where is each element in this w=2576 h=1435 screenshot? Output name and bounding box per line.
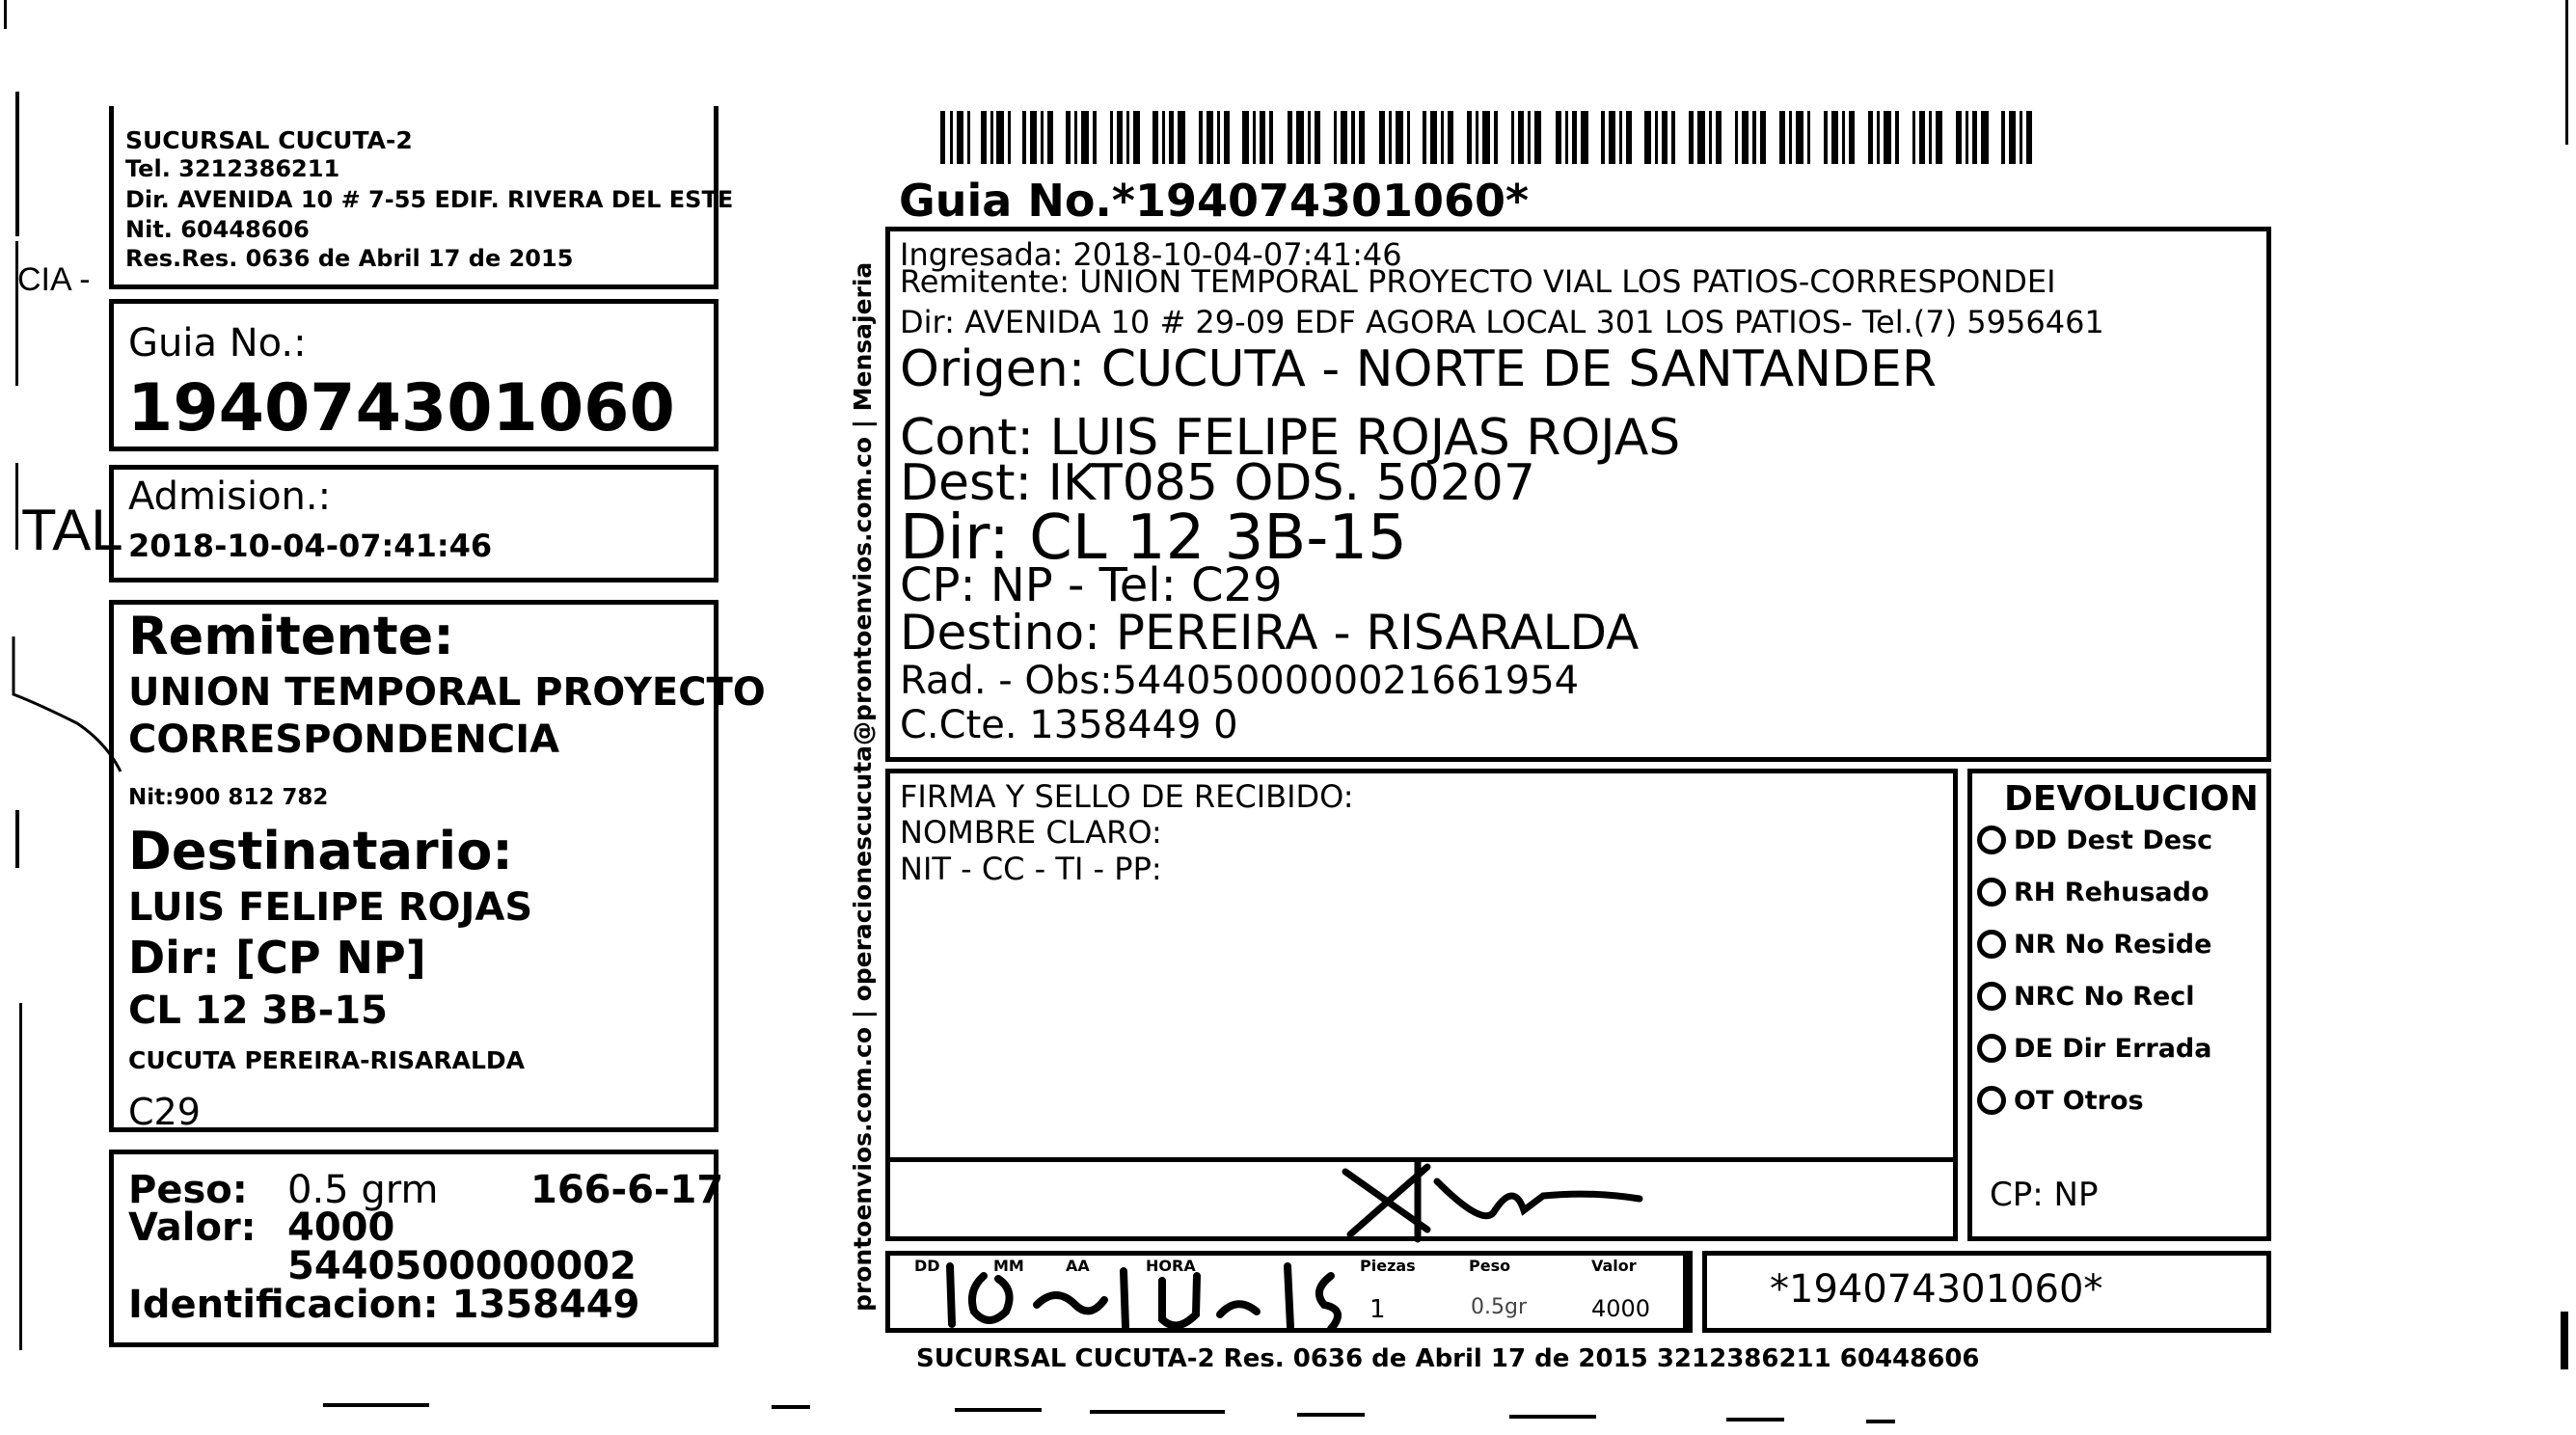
destination-code-line: Dest: IKT085 ODS. 50207 (900, 454, 1535, 512)
sender-nit: Nit:900 812 782 (128, 785, 329, 810)
guide-header: Guia No.*194074301060* (899, 175, 1530, 227)
pen-mark (0, 627, 135, 781)
recipient-code: C29 (128, 1091, 201, 1133)
handwritten-date (931, 1252, 1394, 1334)
branch-tel: Tel. 3212386211 (125, 155, 340, 182)
scan-dash (323, 1403, 429, 1407)
recipient-city: CUCUTA PEREIRA-RISARALDA (128, 1046, 525, 1074)
date-header-peso: Peso (1469, 1257, 1511, 1275)
radio-circle-icon[interactable] (1977, 1086, 2006, 1115)
scan-edge-line (2561, 1312, 2568, 1369)
return-option-label: NR No Reside (2014, 930, 2212, 960)
side-strip-text: prontoenvios.com.co | operacionescucuta@prontoenvios.com.co | Mensajeria (849, 261, 877, 1312)
origin-line: Origen: CUCUTA - NORTE DE SANTANDER (900, 340, 1938, 398)
barcode-number: *194074301060* (1770, 1267, 2103, 1312)
receipt-name-label: NOMBRE CLARO: (900, 814, 1162, 851)
date-header-dd: DD (914, 1257, 940, 1275)
value-small-value: 4000 (1591, 1295, 1651, 1322)
return-cp: CP: NP (1990, 1176, 2099, 1214)
pieces-value: 1 (1369, 1295, 1386, 1324)
date-header-hora: HORA (1146, 1257, 1196, 1275)
cp-tel-line: CP: NP - Tel: C29 (900, 558, 1283, 612)
scan-dash (1726, 1418, 1784, 1421)
return-option-label: DE Dir Errada (2014, 1034, 2212, 1064)
scan-dash (955, 1408, 1042, 1412)
radio-circle-icon[interactable] (1977, 1034, 2006, 1063)
guide-number: 194074301060 (127, 370, 675, 447)
value-label: Valor: (128, 1205, 257, 1250)
ingresada-line: Ingresada: 2018-10-04-07:41:46 (900, 236, 1402, 273)
sender-line1: UNION TEMPORAL PROYECTO (128, 670, 766, 715)
branch-resolution: Res.Res. 0636 de Abril 17 de 2015 (125, 245, 574, 272)
scan-edge-line (4, 0, 7, 29)
return-option-label: DD Dest Desc (2014, 826, 2213, 855)
sender-label: Remitente: (128, 606, 454, 666)
branch-address: Dir. AVENIDA 10 # 7-55 EDIF. RIVERA DEL ESTE (125, 186, 734, 213)
admission-label: Admision.: (128, 474, 332, 519)
scan-edge-line (15, 463, 18, 550)
scan-dash (772, 1405, 810, 1409)
handwritten-signature (1321, 1152, 1707, 1249)
reference-code: 166-6-17 (530, 1168, 724, 1212)
sender-line2: CORRESPONDENCIA (128, 718, 560, 762)
customer-account-line: C.Cte. 1358449 0 (900, 703, 1238, 747)
long-code: 5440500000002 (287, 1244, 637, 1288)
footer-text: SUCURSAL CUCUTA-2 Res. 0636 de Abril 17 de 2015 3212386211 60448606 (916, 1344, 1980, 1373)
rad-obs-line: Rad. - Obs:5440500000021661954 (900, 659, 1580, 703)
radio-circle-icon[interactable] (1977, 982, 2006, 1011)
identification: Identificacion: 1358449 (128, 1283, 640, 1327)
value-amount: 4000 (287, 1205, 395, 1250)
margin-fragment: TAL (21, 498, 123, 562)
scan-edge-line (15, 92, 19, 236)
return-option-label: RH Rehusado (2014, 878, 2210, 907)
destination-address-line: Dir: CL 12 3B-15 (900, 502, 1407, 574)
scan-dash (1297, 1413, 1365, 1417)
scan-dash (1509, 1415, 1596, 1419)
weight-small-value: 0.5gr (1471, 1295, 1527, 1319)
date-row-divider (1683, 1251, 1688, 1333)
admission-date: 2018-10-04-07:41:46 (128, 528, 493, 564)
recipient-name: LUIS FELIPE ROJAS (128, 885, 533, 930)
contact-line: Cont: LUIS FELIPE ROJAS ROJAS (900, 409, 1681, 467)
scan-edge-line (19, 1003, 22, 1350)
scan-edge-line (2565, 0, 2568, 145)
return-title: DEVOLUCION (2004, 779, 2259, 819)
radio-circle-icon[interactable] (1977, 878, 2006, 907)
return-option-label: OT Otros (2014, 1086, 2144, 1116)
branch-nit: Nit. 60448606 (125, 216, 310, 243)
recipient-street: CL 12 3B-15 (128, 988, 388, 1033)
destination-line: Destino: PEREIRA - RISARALDA (900, 605, 1640, 661)
remitente-line: Remitente: UNION TEMPORAL PROYECTO VIAL LOS PATIOS-CORRESPONDEI (900, 266, 2056, 297)
scan-dash (1866, 1420, 1895, 1423)
recipient-dir: Dir: [CP NP] (128, 932, 426, 984)
scan-edge-line (15, 810, 19, 868)
date-header-mm: MM (993, 1257, 1024, 1275)
date-header-piezas: Piezas (1360, 1257, 1416, 1275)
return-option-label: NRC No Recl (2014, 982, 2195, 1012)
date-header-valor: Valor (1591, 1257, 1637, 1275)
guide-label: Guia No.: (128, 321, 307, 366)
sender-address-line: Dir: AVENIDA 10 # 29-09 EDF AGORA LOCAL 301 LOS PATIOS- Tel.(7) 5956461 (900, 307, 2104, 338)
branch-name: SUCURSAL CUCUTA-2 (125, 126, 413, 154)
barcode (940, 111, 2049, 164)
weight-value: 0.5 grm (287, 1168, 439, 1212)
date-header-aa: AA (1066, 1257, 1090, 1275)
receipt-signature-label: FIRMA Y SELLO DE RECIBIDO: (900, 778, 1354, 815)
receipt-id-label: NIT - CC - TI - PP: (900, 851, 1162, 887)
weight-label: Peso: (128, 1168, 248, 1212)
scan-dash (1090, 1410, 1225, 1414)
radio-circle-icon[interactable] (1977, 826, 2006, 854)
radio-circle-icon[interactable] (1977, 930, 2006, 959)
recipient-label: Destinatario: (128, 821, 513, 881)
margin-fragment: CIA - (17, 261, 91, 298)
